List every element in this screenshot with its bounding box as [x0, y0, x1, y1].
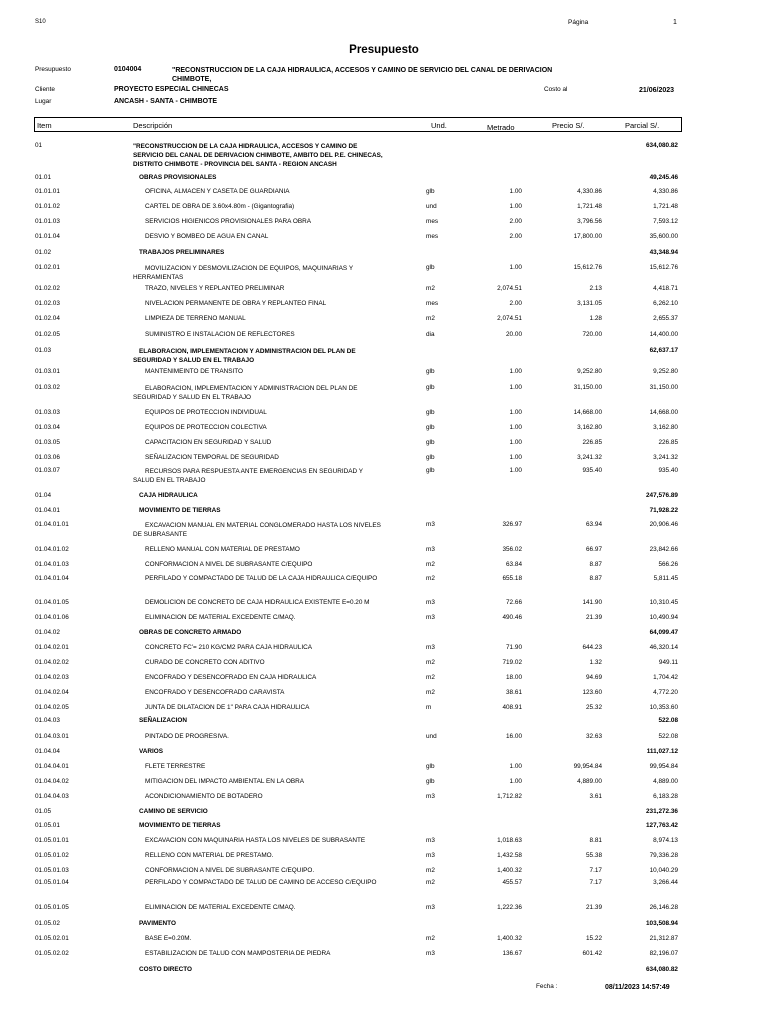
row-item-code: 01.05.02 — [35, 920, 60, 927]
row-parcial: 3,241.32 — [653, 454, 678, 461]
row-metrado: 1.00 — [509, 763, 522, 770]
row-parcial: 99,954.84 — [649, 763, 678, 770]
row-parcial: 15,612.76 — [649, 264, 678, 271]
row-parcial: 634,080.82 — [646, 966, 678, 973]
row-precio: 8.87 — [589, 575, 602, 582]
row-precio: 8.87 — [589, 561, 602, 568]
row-metrado: 1.00 — [509, 409, 522, 416]
row-metrado: 719.02 — [502, 659, 522, 666]
row-item-code: 01.04.02 — [35, 629, 60, 636]
row-parcial: 566.26 — [658, 561, 678, 568]
row-item-code: 01.01 — [35, 174, 51, 181]
row-item-code: 01.02.02 — [35, 285, 60, 292]
row-precio: 3,241.32 — [577, 454, 602, 461]
row-description: MOVILIZACION Y DESMOVILIZACION DE EQUIPOS, MAQUINARIAS Y HERRAMIENTAS — [133, 265, 353, 281]
row-item-code: 01.03.04 — [35, 424, 60, 431]
row-metrado: 1,712.82 — [497, 793, 522, 800]
row-item-code: 01.03.06 — [35, 454, 60, 461]
row-precio: 15,612.76 — [573, 264, 602, 271]
page-label: Página — [568, 19, 589, 26]
header-parcial: Parcial S/. — [625, 121, 660, 130]
row-item-code: 01.04.01.03 — [35, 561, 69, 568]
row-description: ELABORACION, IMPLEMENTACION Y ADMINISTRACION DEL PLAN DE SEGURIDAD Y SALUD EN EL TRABAJO — [133, 385, 358, 401]
row-unit: glb — [426, 424, 435, 431]
row-description: CURADO DE CONCRETO CON ADITIVO — [145, 659, 265, 666]
row-metrado: 38.61 — [506, 689, 522, 696]
row-parcial: 1,704.42 — [653, 674, 678, 681]
row-description: MANTENIMEINTO DE TRANSITO — [145, 368, 243, 375]
row-metrado: 326.97 — [502, 521, 522, 528]
row-precio: 9,252.80 — [577, 368, 602, 375]
row-metrado: 1.00 — [509, 778, 522, 785]
row-unit: mes — [426, 233, 439, 240]
header-unit: Und. — [431, 121, 447, 130]
row-metrado: 1.00 — [509, 439, 522, 446]
row-description: PERFILADO Y COMPACTADO DE TALUD DE LA CAJA HIDRAULICA C/EQUIPO — [145, 575, 378, 582]
lugar-label: Lugar — [35, 98, 52, 105]
row-parcial: 49,245.46 — [649, 174, 678, 181]
row-item-code: 01.01.01 — [35, 188, 60, 195]
row-description: CAJA HIDRAULICA — [139, 492, 198, 499]
row-precio: 8.81 — [589, 837, 602, 844]
lugar-value: ANCASH - SANTA - CHIMBOTE — [114, 98, 218, 105]
row-metrado: 71.90 — [506, 644, 522, 651]
row-description: BASE E=0.20M. — [145, 935, 192, 942]
row-parcial: 10,353.60 — [649, 704, 678, 711]
row-item-code: 01.04.01 — [35, 507, 60, 514]
row-precio: 7.17 — [589, 879, 602, 886]
row-precio: 7.17 — [589, 867, 602, 874]
row-description: PERFILADO Y COMPACTADO DE TALUD DE CAMINO DE ACCESO C/EQUIPO — [145, 879, 377, 886]
row-precio: 3,796.56 — [577, 218, 602, 225]
row-precio: 1.28 — [589, 315, 602, 322]
row-precio: 94.69 — [586, 674, 602, 681]
row-description: ESTABILIZACION DE TALUD CON MAMPOSTERIA DE PIEDRA — [145, 950, 331, 957]
row-parcial: 522.08 — [658, 717, 678, 724]
header-description: Descripción — [133, 121, 173, 130]
row-unit: m2 — [426, 879, 435, 886]
row-unit: glb — [426, 368, 435, 375]
row-item-code: 01.04.04.01 — [35, 763, 69, 770]
row-precio: 32.63 — [586, 733, 602, 740]
row-item-code: 01.04.02.05 — [35, 704, 69, 711]
row-description: SEÑALIZACION — [139, 717, 187, 724]
cliente-label: Cliente — [35, 86, 55, 93]
row-item-code: 01.04.04 — [35, 748, 60, 755]
row-precio: 1.32 — [589, 659, 602, 666]
row-item-code: 01.01.04 — [35, 233, 60, 240]
row-parcial: 8,974.13 — [653, 837, 678, 844]
row-parcial: 935.40 — [658, 467, 678, 474]
presupuesto-label: Presupuesto — [35, 66, 71, 73]
row-parcial: 522.08 — [658, 733, 678, 740]
row-precio: 55.38 — [586, 852, 602, 859]
row-item-code: 01.03.07 — [35, 467, 60, 474]
row-unit: glb — [426, 409, 435, 416]
row-unit: glb — [426, 264, 435, 271]
row-unit: m2 — [426, 935, 435, 942]
row-description: VARIOS — [139, 748, 164, 755]
row-item-code: 01.02.03 — [35, 300, 60, 307]
row-item-code: 01.05 — [35, 808, 51, 815]
row-description: RELLENO CON MATERIAL DE PRESTAMO. — [145, 852, 274, 859]
row-unit: m2 — [426, 561, 435, 568]
row-item-code: 01.04.01.01 — [35, 521, 69, 528]
row-description: FLETE TERRESTRE — [145, 763, 206, 770]
row-description: ENCOFRADO Y DESENCOFRADO CARAVISTA — [145, 689, 285, 696]
row-description: SERVICIOS HIGIENICOS PROVISIONALES PARA OBRA — [145, 218, 311, 225]
row-description: OBRAS DE CONCRETO ARMADO — [139, 629, 242, 636]
row-metrado: 72.66 — [506, 599, 522, 606]
row-parcial: 10,310.45 — [649, 599, 678, 606]
row-metrado: 1.00 — [509, 424, 522, 431]
row-unit: mes — [426, 300, 439, 307]
row-precio: 3.61 — [589, 793, 602, 800]
row-item-code: 01.05.01 — [35, 822, 60, 829]
row-precio: 25.32 — [586, 704, 602, 711]
row-parcial: 111,027.12 — [646, 748, 678, 755]
row-item-code: 01.04.04.02 — [35, 778, 69, 785]
row-metrado: 20.00 — [506, 331, 522, 338]
row-parcial: 14,400.00 — [649, 331, 678, 338]
row-unit: glb — [426, 467, 435, 474]
row-description: ENCOFRADO Y DESENCOFRADO EN CAJA HIDRAULICA — [145, 674, 317, 681]
row-metrado: 356.02 — [502, 546, 522, 553]
row-metrado: 63.84 — [506, 561, 522, 568]
row-unit: m3 — [426, 950, 435, 957]
row-parcial: 43,348.94 — [649, 249, 678, 256]
row-parcial: 4,330.86 — [653, 188, 678, 195]
row-metrado: 1,018.63 — [497, 837, 522, 844]
row-item-code: 01.05.01.05 — [35, 904, 69, 911]
row-description: ELABORACION, IMPLEMENTACION Y ADMINISTRACION DEL PLAN DE SEGURIDAD Y SALUD EN EL TRABAJO — [133, 348, 356, 364]
row-precio: 99,954.84 — [573, 763, 602, 770]
page-number: 1 — [673, 19, 677, 26]
row-unit: mes — [426, 218, 439, 225]
row-parcial: 4,889.00 — [653, 778, 678, 785]
row-metrado: 1,432.58 — [497, 852, 522, 859]
row-unit: m3 — [426, 904, 435, 911]
row-parcial: 6,262.10 — [653, 300, 678, 307]
row-unit: m3 — [426, 614, 435, 621]
row-description: EQUIPOS DE PROTECCION COLECTIVA — [145, 424, 267, 431]
row-unit: m3 — [426, 546, 435, 553]
costo-label: Costo al — [544, 86, 568, 93]
row-metrado: 1.00 — [509, 368, 522, 375]
row-parcial: 7,593.12 — [653, 218, 678, 225]
row-parcial: 62,637.17 — [649, 347, 678, 354]
row-parcial: 9,252.80 — [653, 368, 678, 375]
row-metrado: 455.57 — [502, 879, 522, 886]
row-unit: glb — [426, 188, 435, 195]
row-item-code: 01.02.01 — [35, 264, 60, 271]
row-description: CAPACITACION EN SEGURIDAD Y SALUD — [145, 439, 272, 446]
document-title: Presupuesto — [349, 44, 419, 56]
row-unit: m2 — [426, 674, 435, 681]
row-metrado: 2.00 — [509, 233, 522, 240]
row-description: NIVELACION PERMANENTE DE OBRA Y REPLANTEO FINAL — [145, 300, 327, 307]
row-parcial: 79,336.28 — [649, 852, 678, 859]
row-description: CARTEL DE OBRA DE 3.60x4.80m - (Gigantografia) — [145, 203, 295, 210]
row-unit: glb — [426, 384, 435, 391]
row-item-code: 01.04.01.04 — [35, 575, 69, 582]
row-description: ELIMINACION DE MATERIAL EXCEDENTE C/MAQ. — [145, 904, 296, 911]
row-precio: 17,800.00 — [573, 233, 602, 240]
row-parcial: 82,196.07 — [649, 950, 678, 957]
row-description: DEMOLICION DE CONCRETO DE CAJA HIDRAULICA EXISTENTE E=0.20 M — [145, 599, 370, 606]
row-precio: 66.97 — [586, 546, 602, 553]
fecha-label: Fecha : — [536, 983, 558, 990]
row-description: TRAZO, NIVELES Y REPLANTEO PRELIMINAR — [145, 285, 285, 292]
row-unit: und — [426, 203, 437, 210]
fecha-value: 08/11/2023 14:57:49 — [605, 984, 670, 991]
row-description: PAVIMENTO — [139, 920, 176, 927]
row-parcial: 6,183.28 — [653, 793, 678, 800]
row-item-code: 01.02.05 — [35, 331, 60, 338]
row-item-code: 01.02.04 — [35, 315, 60, 322]
row-description: SUMINISTRO E INSTALACION DE REFLECTORES — [145, 331, 295, 338]
row-unit: m2 — [426, 867, 435, 874]
row-item-code: 01.04 — [35, 492, 51, 499]
row-precio: 15.22 — [586, 935, 602, 942]
row-item-code: 01.04.02.04 — [35, 689, 69, 696]
row-item-code: 01 — [35, 142, 43, 149]
row-precio: 21.39 — [586, 614, 602, 621]
row-description: OBRAS PROVISIONALES — [139, 174, 217, 181]
row-metrado: 1.00 — [509, 454, 522, 461]
row-metrado: 1,400.32 — [497, 935, 522, 942]
row-unit: und — [426, 733, 437, 740]
row-precio: 3,162.80 — [577, 424, 602, 431]
row-parcial: 247,576.89 — [646, 492, 678, 499]
row-item-code: 01.04.02.01 — [35, 644, 69, 651]
row-item-code: 01.04.02.03 — [35, 674, 69, 681]
row-precio: 601.42 — [582, 950, 602, 957]
row-unit: glb — [426, 763, 435, 770]
row-parcial: 231,272.36 — [646, 808, 678, 815]
row-item-code: 01.04.01.02 — [35, 546, 69, 553]
row-parcial: 23,842.66 — [649, 546, 678, 553]
row-precio: 720.00 — [582, 331, 602, 338]
row-description: EXCAVACION MANUAL EN MATERIAL CONGLOMERADO HASTA LOS NIVELES DE SUBRASANTE — [133, 522, 381, 538]
row-parcial: 3,266.44 — [653, 879, 678, 886]
row-description: LIMPIEZA DE TERRENO MANUAL — [145, 315, 246, 322]
row-item-code: 01.05.01.02 — [35, 852, 69, 859]
row-description: CAMINO DE SERVICIO — [139, 808, 208, 815]
row-description: PINTADO DE PROGRESIVA. — [145, 733, 229, 740]
row-parcial: 127,763.42 — [646, 822, 678, 829]
row-parcial: 4,418.71 — [653, 285, 678, 292]
row-parcial: 10,490.94 — [649, 614, 678, 621]
row-item-code: 01.03.03 — [35, 409, 60, 416]
header-item: Item — [37, 121, 52, 130]
row-precio: 644.23 — [582, 644, 602, 651]
row-item-code: 01.02 — [35, 249, 51, 256]
row-precio: 63.94 — [586, 521, 602, 528]
row-unit: dia — [426, 331, 435, 338]
row-item-code: 01.03.02 — [35, 384, 60, 391]
row-description: SEÑALIZACION TEMPORAL DE SEGURIDAD — [145, 454, 279, 461]
presupuesto-desc: "RECONSTRUCCION DE LA CAJA HIDRAULICA, ACCESOS Y CAMINO DE SERVICIO DEL CANAL DE DERIVACION CHIMBOTE, — [172, 67, 553, 83]
row-item-code: 01.03 — [35, 347, 51, 354]
header-precio: Precio S/. — [552, 121, 585, 130]
row-metrado: 18.00 — [506, 674, 522, 681]
row-parcial: 4,772.20 — [653, 689, 678, 696]
row-precio: 141.90 — [582, 599, 602, 606]
row-parcial: 64,099.47 — [649, 629, 678, 636]
row-item-code: 01.04.03 — [35, 717, 60, 724]
row-precio: 935.40 — [582, 467, 602, 474]
row-parcial: 26,146.28 — [649, 904, 678, 911]
row-parcial: 5,811.45 — [653, 575, 678, 582]
row-metrado: 1.00 — [509, 384, 522, 391]
row-precio: 2.13 — [589, 285, 602, 292]
row-description: CONCRETO FC'= 210 KG/CM2 PARA CAJA HIDRAULICA — [145, 644, 313, 651]
row-item-code: 01.04.04.03 — [35, 793, 69, 800]
row-description: ACONDICIONAMIENTO DE BOTADERO — [145, 793, 263, 800]
row-parcial: 46,320.14 — [649, 644, 678, 651]
row-item-code: 01.05.01.01 — [35, 837, 69, 844]
row-metrado: 655.18 — [502, 575, 522, 582]
row-parcial: 103,508.94 — [646, 920, 678, 927]
row-unit: m3 — [426, 521, 435, 528]
row-item-code: 01.05.02.02 — [35, 950, 69, 957]
row-unit: m2 — [426, 659, 435, 666]
row-description: MOVIMIENTO DE TIERRAS — [139, 822, 221, 829]
row-item-code: 01.05.01.03 — [35, 867, 69, 874]
row-description: OFICINA, ALMACEN Y CASETA DE GUARDIANIA — [145, 188, 290, 195]
row-unit: m2 — [426, 575, 435, 582]
row-parcial: 949.11 — [658, 659, 678, 666]
row-parcial: 3,162.80 — [653, 424, 678, 431]
row-item-code: 01.01.03 — [35, 218, 60, 225]
row-parcial: 21,312.87 — [649, 935, 678, 942]
row-item-code: 01.03.05 — [35, 439, 60, 446]
row-metrado: 408.91 — [502, 704, 522, 711]
row-description: DESVIO Y BOMBEO DE AGUA EN CANAL — [145, 233, 269, 240]
row-description: RELLENO MANUAL CON MATERIAL DE PRESTAMO — [145, 546, 300, 553]
row-description: ELIMINACION DE MATERIAL EXCEDENTE C/MAQ. — [145, 614, 296, 621]
row-description: JUNTA DE DILATACION DE 1" PARA CAJA HIDRAULICA — [145, 704, 310, 711]
row-metrado: 136.67 — [502, 950, 522, 957]
row-unit: m3 — [426, 793, 435, 800]
row-precio: 4,330.86 — [577, 188, 602, 195]
row-description: RECURSOS PARA RESPUESTA ANTE EMERGENCIAS EN SEGURIDAD Y SALUD EN EL TRABAJO — [133, 468, 363, 484]
row-metrado: 1,400.32 — [497, 867, 522, 874]
row-parcial: 14,668.00 — [649, 409, 678, 416]
row-precio: 21.39 — [586, 904, 602, 911]
row-description: MITIGACION DEL IMPACTO AMBIENTAL EN LA OBRA — [145, 778, 304, 785]
row-unit: m2 — [426, 315, 435, 322]
row-description: EXCAVACION CON MAQUINARIA HASTA LOS NIVELES DE SUBRASANTE — [145, 837, 366, 844]
row-parcial: 10,040.29 — [649, 867, 678, 874]
row-parcial: 2,655.37 — [653, 315, 678, 322]
row-item-code: 01.01.02 — [35, 203, 60, 210]
row-metrado: 1.00 — [509, 188, 522, 195]
row-metrado: 1.00 — [509, 203, 522, 210]
row-unit: m3 — [426, 837, 435, 844]
row-metrado: 2,074.51 — [497, 315, 522, 322]
row-metrado: 2,074.51 — [497, 285, 522, 292]
row-precio: 31,150.00 — [573, 384, 602, 391]
row-parcial: 634,080.82 — [646, 142, 678, 149]
row-metrado: 1.00 — [509, 264, 522, 271]
row-precio: 123.60 — [582, 689, 602, 696]
row-parcial: 226.85 — [658, 439, 678, 446]
row-unit: m — [426, 704, 432, 711]
report-code: S10 — [35, 19, 46, 25]
row-parcial: 1,721.48 — [653, 203, 678, 210]
row-item-code: 01.04.03.01 — [35, 733, 69, 740]
row-metrado: 2.00 — [509, 300, 522, 307]
row-unit: glb — [426, 778, 435, 785]
row-description: COSTO DIRECTO — [139, 966, 193, 973]
row-parcial: 31,150.00 — [649, 384, 678, 391]
row-description: CONFORMACION A NIVEL DE SUBRASANTE C/EQUIPO — [145, 561, 313, 568]
row-unit: glb — [426, 439, 435, 446]
costo-date: 21/06/2023 — [639, 87, 675, 94]
row-description: CONFORMACION A NIVEL DE SUBRASANTE C/EQUIPO. — [145, 867, 315, 874]
row-unit: m3 — [426, 644, 435, 651]
row-description: MOVIMIENTO DE TIERRAS — [139, 507, 221, 514]
row-description: EQUIPOS DE PROTECCION INDIVIDUAL — [145, 409, 267, 416]
row-parcial: 71,928.22 — [649, 507, 678, 514]
row-item-code: 01.05.02.01 — [35, 935, 69, 942]
row-metrado: 1,222.36 — [497, 904, 522, 911]
row-item-code: 01.04.01.05 — [35, 599, 69, 606]
header-metrado: Metrado — [487, 123, 515, 132]
row-item-code: 01.04.01.06 — [35, 614, 69, 621]
row-metrado: 16.00 — [506, 733, 522, 740]
row-unit: m2 — [426, 689, 435, 696]
row-unit: m2 — [426, 285, 435, 292]
row-precio: 1,721.48 — [577, 203, 602, 210]
row-parcial: 35,600.00 — [649, 233, 678, 240]
row-item-code: 01.04.02.02 — [35, 659, 69, 666]
row-precio: 14,668.00 — [573, 409, 602, 416]
row-description: "RECONSTRUCCION DE LA CAJA HIDRAULICA, ACCESOS Y CAMINO DE SERVICIO DEL CANAL DE DERIVACION CHIMBOTE, AMBITO DEL P.E. CHINECAS, DISTRITO CHIMBOTE - PROVINCIA DEL SANTA - REGION ANCASH — [133, 143, 383, 168]
table-header — [34, 117, 682, 132]
row-item-code: 01.05.01.04 — [35, 879, 69, 886]
row-item-code: 01.03.01 — [35, 368, 60, 375]
row-metrado: 1.00 — [509, 467, 522, 474]
row-parcial: 20,906.46 — [649, 521, 678, 528]
row-description: TRABAJOS PRELIMINARES — [139, 249, 225, 256]
row-precio: 3,131.05 — [577, 300, 602, 307]
row-unit: m3 — [426, 852, 435, 859]
row-unit: m3 — [426, 599, 435, 606]
row-precio: 226.85 — [582, 439, 602, 446]
row-metrado: 490.46 — [502, 614, 522, 621]
row-precio: 4,889.00 — [577, 778, 602, 785]
row-metrado: 2.00 — [509, 218, 522, 225]
row-unit: glb — [426, 454, 435, 461]
cliente-value: PROYECTO ESPECIAL CHINECAS — [114, 86, 229, 93]
presupuesto-code: 0104004 — [114, 66, 142, 73]
